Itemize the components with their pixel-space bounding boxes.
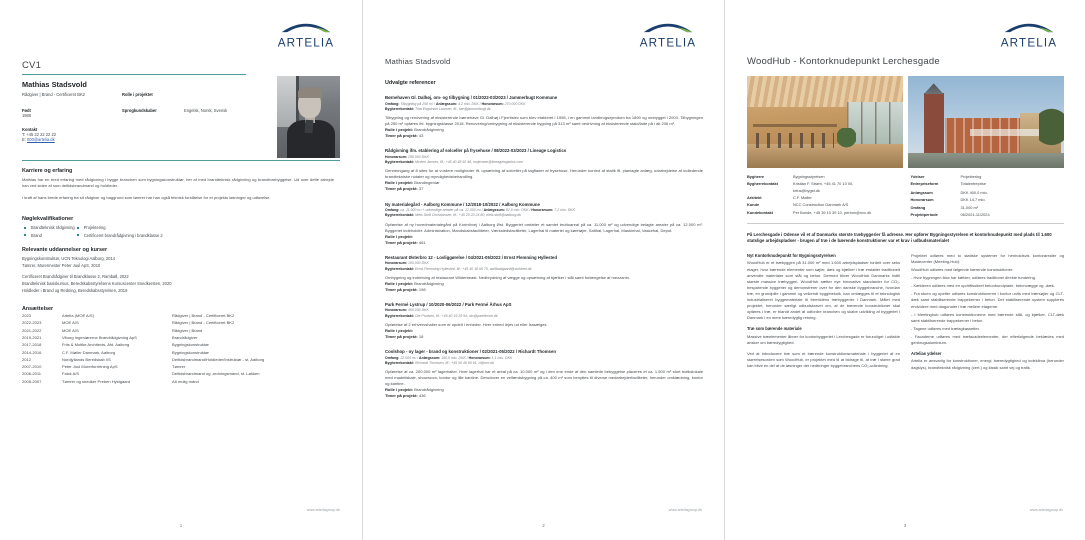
meta-val: 82,0 mio. DKK / — [504, 208, 532, 212]
reference-hours — [385, 240, 703, 246]
references-heading: Udvalgte referencer — [385, 80, 436, 86]
svg-text:ARTELIA: ARTELIA — [639, 36, 697, 50]
qualifications-list-right — [75, 225, 163, 240]
job-title: Brandrådgiver — [172, 334, 198, 340]
table-row — [22, 356, 334, 363]
fact-key: Honorarsum — [910, 197, 934, 203]
meta-key: Bygherrekontakt: — [385, 360, 414, 365]
employment-table — [22, 312, 334, 385]
job-company: Nordjyllands Beredskab I/S — [62, 356, 111, 362]
role-key: Rolle i projekt: — [385, 387, 414, 393]
meta-val: Tilbygning på 250 m² / — [399, 101, 436, 106]
reference-meta-2 — [385, 213, 703, 218]
fact-key: Arkitekt — [747, 195, 762, 201]
career-paragraph-2: I kraft af hans brede erfaring fra sit rådgiver og baggrund som tømrer har han også teknisk forståelse for et projekts løsninger og udførelse. — [22, 195, 271, 201]
fact-value: Bygningsstyrelsen — [793, 174, 825, 180]
document-page-1 — [0, 0, 362, 540]
fact-value: DKK 14,7 mio. — [960, 197, 986, 203]
table-row — [22, 341, 334, 348]
meta-val: 295.000 DKK — [406, 154, 429, 159]
languages-value: Engelsk, Norsk, Svensk — [184, 107, 228, 113]
fact-key: Bygherre — [747, 174, 765, 180]
table-row — [911, 203, 1065, 210]
section-paragraph: Massive træelementer åbner for kontorbyggeriet i Lerchesgade er foruroliget i udfalde ansker om bæredygtighed. — [747, 333, 900, 345]
table-row — [22, 319, 334, 326]
job-years: 2005-2007 — [22, 378, 42, 384]
meta-val: ca. 11.000 m² + udvendige arealer på ca. 12.000 m² / — [399, 208, 484, 212]
reference-hours — [385, 287, 703, 293]
reference-title: Restaurant Østerbro 12 - Lovliggørelse / 04/2021-05/2022 / Ernst Flemming Hyllested — [385, 254, 557, 260]
meta-key: Bygherrekontakt: — [385, 266, 414, 271]
list-item: Projektering — [75, 225, 163, 230]
section-paragraph: - Kælderen udføres med en opdriftssikret betonbundplade, betonvægge og -dæk. — [911, 283, 1055, 289]
job-company: MOE A/S — [62, 327, 79, 333]
fact-key: Ydelser — [910, 174, 925, 180]
person-name: Mathias Stadsvold — [22, 80, 87, 89]
job-title: Deltidsbrandmand og -redningsmand, st. Løkken — [172, 371, 260, 377]
reference-title: Rådgivning ifm. etablering af solceller på frysehuse / 08/2022-03/2023 / Lineage Logistics — [385, 148, 567, 154]
section-paragraph: WoodHub er et træbyggeri på 31.000 m² med 1.600 arbejdspladser fordelt over seks etager, hvor bærende elementer som søjler, dæk og bjælker i træ erstatter traditionelt anvendte materialer som stål og beton. Dermed bliver WoodHub Danmarks hidtil største massive træbyggeri. WoodHub sætter nye innovative standarder for CO₂-besparende byggerier og demonstrerer over for den danske byggebranche, hvordan træ, en grundpille i gammel og velkendt byggeteknik, kan omlægges til et teknologisk industrialiseret byggemateriale til fremtidens træbyggerier i Danmark. Målet med projektet, herunder særligt udbudskravet om, at de bærende konstruktioner skal opføres i træ, er blandt andet at udfordre branchen og skabe udvikling af byggeriet i Danmark i en mere bæredygtig retning. — [747, 260, 900, 321]
meta-val: Niels Stoft Christiansen, tlf.: +45 25 20 24 80, niels.stoft@aalborg.dk — [413, 213, 521, 218]
role-key: Rolle i projekt: — [385, 127, 414, 133]
reference-block — [385, 255, 703, 293]
reference-block — [385, 95, 703, 139]
fact-key: Bygherrekontakt — [747, 181, 778, 187]
role-val: Brandrådgivning — [413, 280, 444, 286]
meta-key: Anlægssum: — [483, 208, 505, 212]
education-item: Bygningskonstruktør, UCN Teknologi Aalborg, 2014 — [22, 256, 115, 261]
email-prefix: E: — [22, 136, 28, 142]
career-heading: Karriere og erfaring — [22, 168, 73, 174]
section-paragraph: - Hvor bygningen ikke har kælder, udføres traditionel direkte fundering. — [911, 275, 1036, 281]
education-item: Brandteknisk basiskursus, Beredskabsstyrelsens Kursuscenter Snedkersten, 2020 — [22, 280, 172, 286]
section-heading: Nyt Kontorknudepunkt for Bygningsstyrelsen — [747, 252, 836, 258]
meta-key: Bygherrekontakt: — [385, 106, 414, 111]
job-title: Tømrer — [172, 364, 186, 370]
table-row — [22, 378, 334, 385]
fact-value: 06/2021-11/2024 — [960, 211, 990, 217]
job-title: Bygningskonstruktør — [172, 349, 209, 355]
facts-table-left — [747, 173, 901, 216]
section-paragraph: WoodHub udføres med følgende bærende konstruktioner: — [911, 267, 1014, 273]
education-item: Certificeret Brandrådgiver til Brandklasse 2, Rambøll, 2022 — [22, 274, 129, 280]
fact-value: Kristian F. Strøm, +45 41 70 10 00, — [793, 181, 854, 187]
fact-key: Anlægssum — [910, 190, 933, 196]
meta-val: 160,0 mio. DKK / — [440, 355, 469, 360]
reference-meta-2 — [385, 267, 703, 272]
hours-key: Timer på projekt: — [385, 239, 418, 245]
reference-body: Opførelse af ny hovedmaterialegård på Korinthvej i Aalborg Øst. Byggeriet omfatter et samlet bruttoareal på ca. 11.000 m² og udvendige belagte arealer på ca. 12.000 m². Byggeriet indeholder: Administration, Mandskabsfaciliteter, Værkstedsfaciliteter, Lagerhal til materiel og køretøjer, Salthal, Lagerhal, Maskinhal, Vaskehal, Depot. — [385, 221, 703, 233]
table-row — [22, 348, 334, 355]
job-years: 2019-2021 — [22, 334, 42, 340]
job-company: Peter Juul Murerforretning ApS — [62, 364, 118, 370]
table-row — [747, 201, 901, 208]
list-item: Certificeret brandrådgivning i brandklasse 2 — [75, 233, 163, 238]
reference-hours — [385, 334, 703, 340]
section-paragraph: - Facaderne udføres med træfacadeelementer, der efterfølgende beklædes med genbrugsaluminium. — [911, 333, 1064, 345]
reference-body: Tilbygning og renovering af eksisterende børnehave Gl. Dalhøj i Fjerritslev som blev etableret i 1998, i en gammel landbrugsejendom fra 1890 og ombygget i 2003. Tilbygningen på 250 m² opføres iht. bygningsklasse 2018. Renovering/ombygning af eksisterende bygning på 313 m² samt nedrivning af eksisterende stald/lade på i alt 206 m². — [385, 115, 703, 127]
footer-url: www.arteliagroup.dk — [668, 508, 702, 512]
hours-val: 37 — [417, 186, 424, 192]
fact-value: Projektering — [960, 174, 982, 180]
meta-key: Bygherrekontakt: — [385, 313, 414, 318]
meta-val: 460.000 DKK — [406, 308, 429, 313]
hours-val: 43 — [417, 133, 424, 139]
meta-key: Omfang: — [385, 208, 400, 212]
divider — [22, 74, 246, 75]
woodhub-exterior-photo — [908, 76, 1064, 168]
fact-value: DKK 400,0 mio. — [960, 190, 988, 196]
page-number: 1 — [179, 523, 183, 528]
footer-url: www.arteliagroup.dk — [1029, 508, 1063, 512]
table-row — [747, 187, 901, 194]
hours-val: 461 — [417, 239, 426, 245]
reference-hours — [385, 133, 703, 139]
meta-key: Honorarsum: — [385, 154, 407, 159]
svg-text:ARTELIA: ARTELIA — [1000, 36, 1058, 50]
list-item: Brand — [22, 233, 75, 238]
hours-key: Timer på projekt: — [385, 133, 418, 139]
meta-val: 7,2 mio. DKK — [553, 208, 575, 212]
languages-label: Sprogkundskaber — [122, 107, 157, 113]
fact-key: Kundekontakt — [747, 209, 773, 215]
role-key: Rolle i projekt: — [385, 233, 414, 239]
job-years: 2014-2016 — [22, 349, 42, 355]
reference-title: Coolshop - ny lager - brand og konstruktioner / 02/2021-05/2022 / Richardt Thomsen — [385, 349, 556, 355]
meta-key: Anlægssum: — [419, 355, 441, 360]
table-row — [911, 173, 1065, 180]
role-key: Rolle i projekt: — [385, 180, 414, 186]
section-paragraph: - Tagene udføres med trætagkassetter. — [911, 325, 980, 331]
job-title: Bygningskonstruktør — [172, 342, 209, 348]
reference-meta-2 — [385, 361, 703, 366]
section-paragraph: Artelia er ansvarlig for konstruktioner, energi, bæredygtighed og indeklima (herunder dagslys), brandteknisk rådgivning (cert.) og klssik samt vej og trafik. — [911, 358, 1064, 370]
fact-value: C.F. Møller — [793, 195, 812, 201]
svg-text:ARTELIA: ARTELIA — [277, 36, 335, 50]
reference-block — [385, 202, 703, 246]
job-title: Rådgiver | Brand — [172, 327, 203, 333]
meta-key: Honorarsum: — [531, 208, 554, 212]
meta-key: Omfang: — [385, 355, 400, 360]
fact-value: 31.000 m² — [960, 204, 979, 210]
meta-key: Honorarsum: — [468, 355, 491, 360]
born-value: 1986 — [22, 112, 32, 118]
table-row — [22, 327, 334, 334]
qualifications-list-left — [22, 225, 75, 240]
page-title: CV1 — [22, 60, 42, 71]
artelia-logo-icon — [268, 17, 344, 51]
job-years: 2021-2022 — [22, 327, 42, 333]
fact-key: Omfang — [910, 204, 926, 210]
meta-val: Ole Poulsen, tlf.: +45 40 19 28 94, olo@parkferme.dk — [413, 313, 498, 318]
job-company: MOE A/S — [62, 320, 79, 326]
artelia-logo-icon — [991, 17, 1067, 51]
table-row — [911, 180, 1065, 187]
role-val: Brandrådgivning — [413, 127, 444, 133]
table-row — [22, 312, 334, 319]
project-facts — [747, 168, 1064, 218]
employment-heading: Ansættelser — [22, 306, 54, 312]
meta-key: Bygherrekontakt: — [385, 160, 414, 164]
job-company: Viborg Ingeniørerne Brandrådgivning ApS — [62, 334, 137, 340]
footer-url: www.arteliagroup.dk — [306, 508, 340, 512]
contact-label: Kontakt — [22, 126, 38, 132]
reference-hours — [385, 186, 703, 192]
hours-val: 436 — [417, 393, 426, 399]
job-title: Alt mulig mand — [172, 378, 199, 384]
table-row — [22, 334, 334, 341]
section-heading: Artelias ydelser — [911, 350, 942, 356]
education-heading: Relevante uddannelser og kurser — [22, 247, 108, 253]
meta-key: Honorarsum: — [481, 101, 504, 106]
table-row — [22, 363, 334, 370]
education-item: Tømrer, Murermester Peter Juul ApS, 2010 — [22, 262, 101, 268]
description-column-left — [747, 253, 900, 376]
table-row — [911, 211, 1065, 218]
born-label: Født — [22, 107, 31, 113]
job-company: Artelia (MOE A/S) — [62, 313, 94, 319]
fact-value: Totalentreprise — [960, 181, 987, 187]
meta-key: Omfang: — [385, 101, 400, 106]
page-number: 3 — [903, 523, 907, 528]
job-years: 2023 — [22, 313, 32, 319]
meta-val: 1,1 mio. DKK — [490, 355, 513, 360]
table-row — [747, 180, 901, 187]
facts-table-right — [911, 173, 1065, 218]
divider — [22, 160, 340, 161]
meta-val: 4,2 mio. DKK / — [457, 101, 482, 106]
meta-val: 100.000 DKK — [406, 261, 429, 266]
reference-title: Park Fermé Lystrup / 10/2020-06/2022 / Park Fermé Århus ApS — [385, 301, 512, 307]
project-photos — [747, 76, 1064, 168]
description-column-right — [911, 253, 1064, 376]
role-val: Brandingeniør — [413, 180, 440, 186]
meta-key: Anlægssum: — [435, 101, 458, 106]
role-key: Rolle i projekt: — [385, 280, 414, 286]
document-page-2 — [362, 0, 724, 540]
reference-meta-2 — [385, 107, 703, 112]
meta-key: Honorarsum: — [385, 308, 407, 313]
list-item: Brandteknisk rådgivning — [22, 225, 75, 230]
reference-title: Ny materialegård - Aalborg Kommune / 12/2018-10/2022 / Aalborg Kommune — [385, 201, 540, 207]
reference-title: Børnehaven Gl. Dalhøj, om- og tilbygning / 01/2022-03/2023 / Jammerbugt Kommune — [385, 95, 558, 100]
role-val: Brandrådgivning — [413, 387, 444, 393]
qualifications-heading: Nøglekvalifikationer — [22, 216, 74, 222]
meta-val: Morten Jensen, tlf.: +45 40 48 92 48, mojensen@lineagelogistics.com — [413, 160, 524, 164]
divider — [747, 223, 1064, 224]
job-years: 2007-2010 — [22, 364, 42, 370]
table-row — [747, 208, 901, 215]
meta-key: Bygherrekontakt: — [385, 213, 414, 218]
job-company: Friis & Moltke Architects, Afd. Aalborg — [62, 342, 130, 348]
reference-meta-2 — [385, 314, 703, 319]
section-paragraph: - I Meetinghub udføres konstruktionerne med bærende stål- og bjælker, CLT-dæk samt stabiliserende trappekerner i beton. — [911, 311, 1064, 323]
portrait-photo — [277, 76, 340, 158]
section-paragraph: - Fra stuen og opefter udføres konstruktionerne i kontor units med trærsøjler og CLT-dæk samt stabiliserende trappekerner i beton. Det stabiliserende system suppleres endvidere med diagonaler i træ mellem etagerne. — [911, 291, 1064, 309]
fact-value: NCC Construction Danmark A/S — [793, 202, 849, 208]
reference-block — [385, 349, 703, 399]
section-paragraph: Ved at introducere træ som et bærende konstruktionsmateriale i byggeriet af en størrelsesorden som WoodHub, er projektet med til at bidrage til, at træ i større grad kan blive en del af de løsninger der nedbringer byggebranchens CO₂-udledning. — [747, 350, 900, 369]
project-lead: På Lerchesgade i Odense vil et af Danmarks største træbyggerier få adresse. Her opfører Bygningsstyrelsen et kontorknudepunkt med plads til 1.600 statslige arbejdspladser - brugen af træ i de bærende konstruktioner var et krav i udbudsmaterialet — [747, 231, 1052, 244]
fact-key: Projektperiode — [910, 211, 938, 217]
role-key: Rolle i projekt: — [385, 328, 414, 333]
table-row — [22, 370, 334, 377]
education-item: Holdleder i Brand og Redning, Beredskabsstyrelsen, 2019 — [22, 287, 128, 293]
meta-val: Tina Engstrøm Laursen, tlf., tae@jammerbugt.dk — [413, 106, 491, 111]
hours-val: 18 — [417, 334, 424, 340]
table-row — [911, 196, 1065, 203]
project-description — [747, 253, 1064, 376]
role-in-project-label: Rolle i projektet — [122, 92, 153, 97]
page-number: 2 — [542, 523, 545, 528]
document-page-3 — [724, 0, 1085, 540]
reference-block — [385, 148, 703, 192]
meta-val: 22.000 m² / — [399, 355, 420, 360]
job-company: Falck A/S — [62, 371, 80, 377]
fact-key — [747, 187, 793, 194]
section-heading: Træ som bærende materiale — [747, 326, 802, 332]
page-title: WoodHub - Kontorknudepunkt Lerchesgade — [747, 56, 940, 67]
reference-hours — [385, 393, 703, 399]
meta-val: Ernst Flemming Hyllested, tlf.: +45 40 18 66 75, wolfbadgaard@stofanet.dk — [413, 266, 532, 271]
section-paragraph: Projektet udføres med to statiske systemer for henholdsvis kontorarealer og Mødecenter (Meeting-Hub). — [911, 252, 1064, 265]
phone-value: T: +45 22 22 22 22 — [22, 131, 57, 137]
page2-header-name: Mathias Stadsvold — [385, 57, 451, 66]
table-row — [747, 194, 901, 201]
job-company: C.F. Møller Danmark, Aalborg — [62, 349, 116, 355]
job-title: Rådgiver | Brand - Certificeret BK2 — [172, 320, 235, 326]
meta-val: 270.000 DKK — [503, 101, 526, 106]
reference-meta-2 — [385, 160, 703, 165]
hours-val: 198 — [417, 286, 426, 292]
hours-key: Timer på projekt: — [385, 393, 418, 399]
fact-key: Kunde — [747, 202, 760, 208]
job-years: 2012 — [22, 356, 32, 362]
person-role: Rådgiver | Brand - Certificeret BK2 — [22, 92, 85, 97]
job-years: 2017-2018 — [22, 342, 42, 348]
meta-val: Richardt Thomsen, tlf.: +45 30 49 90 91, rt@rmr.dk — [413, 360, 494, 365]
job-title: Rådgiver | Brand - Certificeret BK2 — [172, 313, 235, 319]
career-paragraph-1: Mathias har en bred erfaring med rådgivning i bygge branchen som bygningskonstruktør, her af med brandteknisk rådgivning og brandforebyggelse. Ud over dette arbejde han ved siden af som deltidsbrandmand og holdleder. — [22, 177, 334, 189]
hours-key: Timer på projekt: — [385, 286, 418, 292]
fact-key: Entrepriseform — [910, 181, 939, 187]
job-title: Deltidsbrandmand/Holdleder/Instruktør - st. Aalborg — [172, 356, 265, 362]
reference-body: Ombygning og indretning af restaurant Wilderbeast. Nedbrydning af vægge og opsætning af bjælker i stål samt forlængelse af mezzanin. — [385, 274, 630, 280]
reference-body: Opførelse af ca. 200.000 m² lagerhaller. Hver lagerhal har et areal på ca. 10.000 m² og i den ene ende af den samlede bebyggelse placeres et ca. 1.500 m² stort butikslokale med madetiskale, showroom, kontor og lille kantine. Derudover en velfærdsbygning på ca. 400 m² som benyttes til diverse medarbejderfaciliteter, herunder omklædning, kontor og kantine. — [385, 369, 703, 387]
job-years: 2022-2023 — [22, 320, 42, 326]
reference-block — [385, 302, 703, 340]
artelia-logo-icon — [630, 17, 706, 51]
reference-body: Opførelse af 2 erhvervshaller som er opdelt i enheder. Hver enhed lejes ud eller frasælges — [385, 321, 547, 327]
woodhub-interior-photo — [747, 76, 903, 168]
email-link[interactable]: 000@artelia.dk — [27, 136, 55, 142]
table-row — [911, 189, 1065, 196]
reference-body: Gennemgang af 8 sites for at vurdere muligheder ift. opsætning af solceller på tagflader af frysehuse. Herunder kontrol af statik ift. planlagte anlæg, udarbejdelse af indledende brandtekniske notater og myndighedsbehandling. — [385, 168, 703, 180]
job-company: Tømrer og snedker Preben Hyldgaard — [62, 378, 131, 384]
meta-key: Honorarsum: — [385, 261, 407, 266]
fact-value: krfus@bygst.dk — [793, 188, 820, 194]
table-row — [747, 173, 901, 180]
hours-key: Timer på projekt: — [385, 334, 418, 340]
email-row — [22, 137, 246, 142]
fact-value: Per Bonde, +45 39 10 39 10, perbon@ncc.dk — [793, 209, 872, 215]
hours-key: Timer på projekt: — [385, 186, 418, 192]
job-years: 2006-2011 — [22, 371, 42, 377]
